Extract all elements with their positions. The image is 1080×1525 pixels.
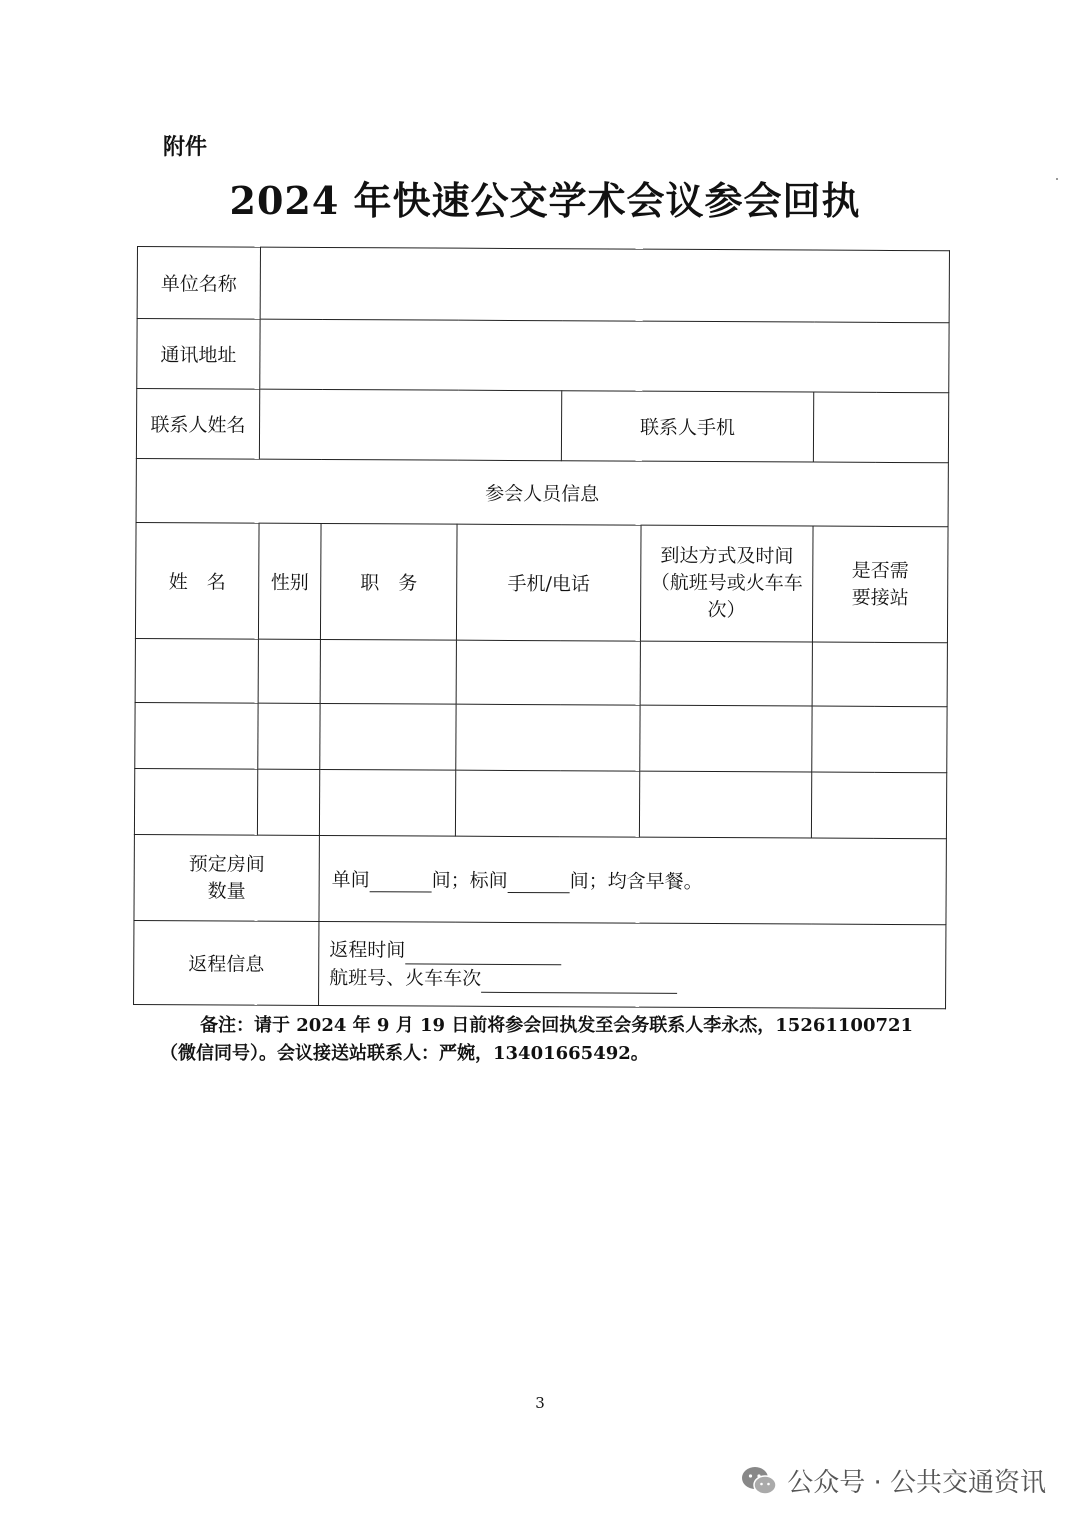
return-details (319, 921, 946, 1008)
address-field[interactable] (260, 319, 949, 393)
return-flight-label: 航班号、火车车次 (329, 966, 482, 990)
return-time-line (329, 936, 945, 967)
registration-form-table (133, 246, 950, 1009)
attendee-pickup-cell[interactable] (812, 642, 947, 707)
room-standard-label: 间；标间 (431, 869, 508, 892)
room-row (134, 834, 946, 924)
attendee-columns-row (135, 522, 948, 642)
attendee-gender-cell[interactable] (258, 639, 320, 703)
col-position: 职 务 (320, 523, 457, 640)
contact-row (136, 389, 948, 463)
contact-phone-field[interactable] (813, 392, 948, 463)
attendee-row (135, 702, 947, 772)
attendee-pickup-cell[interactable] (811, 772, 946, 839)
attendees-header: 参会人员信息 (136, 458, 948, 526)
attendee-row (135, 638, 947, 706)
wechat-icon (741, 1465, 777, 1497)
room-label (134, 834, 319, 921)
room-single-label: 单间 (331, 869, 370, 892)
col-phone: 手机/电话 (456, 524, 641, 641)
col-arrival-line2: （航班号或火车车次） (650, 571, 803, 622)
attendee-row (134, 768, 946, 838)
attendee-name-cell[interactable] (134, 768, 257, 835)
attendee-position-cell[interactable] (320, 639, 456, 704)
room-details (319, 835, 946, 924)
attendee-gender-cell[interactable] (258, 703, 320, 769)
attendee-arrival-cell[interactable] (640, 705, 812, 772)
attendee-position-cell[interactable] (319, 769, 455, 836)
attendee-phone-cell[interactable] (456, 640, 640, 705)
room-breakfast-label: 间；均含早餐。 (569, 870, 703, 893)
room-label-line2: 数量 (207, 879, 246, 903)
org-name-label: 单位名称 (137, 247, 260, 320)
attendee-arrival-cell[interactable] (640, 641, 812, 706)
col-gender: 性别 (258, 523, 321, 639)
attendees-header-row (136, 458, 948, 526)
attendee-name-cell[interactable] (135, 638, 258, 703)
address-label: 通讯地址 (137, 319, 260, 390)
return-label: 返程信息 (134, 920, 319, 1005)
contact-phone-label: 联系人手机 (561, 391, 813, 462)
document-title: 2024 年快速公交学术会议参会回执 (229, 178, 861, 223)
org-name-field[interactable] (260, 247, 949, 323)
col-pickup (812, 526, 948, 643)
org-name-row (137, 247, 949, 323)
page-number: 3 (535, 1394, 545, 1412)
room-label-line1: 预定房间 (188, 852, 265, 876)
single-room-blank[interactable] (370, 871, 432, 892)
col-arrival-line1: 到达方式及时间 (660, 544, 794, 568)
return-time-blank[interactable] (405, 943, 561, 965)
watermark-text: 公众号 · 公共交通资讯 (787, 1468, 1046, 1498)
note-line-2: （微信同号）。会议接送站联系人：严婉，13401665492。 (160, 1043, 649, 1064)
standard-room-blank[interactable] (508, 872, 570, 893)
address-row (137, 319, 949, 393)
col-pickup-line2: 要接站 (851, 586, 909, 609)
attendee-pickup-cell[interactable] (812, 706, 947, 773)
return-row (134, 920, 946, 1008)
return-flight-line (329, 964, 945, 995)
watermark (741, 1462, 1046, 1499)
attendee-gender-cell[interactable] (257, 769, 319, 835)
note-block (160, 1012, 960, 1068)
return-time-label: 返程时间 (329, 938, 406, 961)
col-arrival (640, 525, 813, 642)
note-line-1: 备注：请于 2024 年 9 月 19 日前将参会回执发至会务联系人李永杰，15261100721 (200, 1015, 914, 1036)
attendee-arrival-cell[interactable] (639, 771, 811, 838)
attendee-phone-cell[interactable] (455, 770, 639, 837)
contact-name-label: 联系人姓名 (136, 389, 259, 460)
attendee-name-cell[interactable] (135, 702, 258, 769)
col-name: 姓 名 (135, 522, 259, 639)
scan-speck (1056, 178, 1058, 180)
attendee-phone-cell[interactable] (456, 704, 640, 771)
col-pickup-line1: 是否需 (851, 559, 909, 582)
contact-name-field[interactable] (259, 389, 561, 461)
attendee-position-cell[interactable] (320, 703, 456, 770)
return-flight-blank[interactable] (481, 971, 677, 993)
attachment-label: 附件 (163, 134, 208, 160)
